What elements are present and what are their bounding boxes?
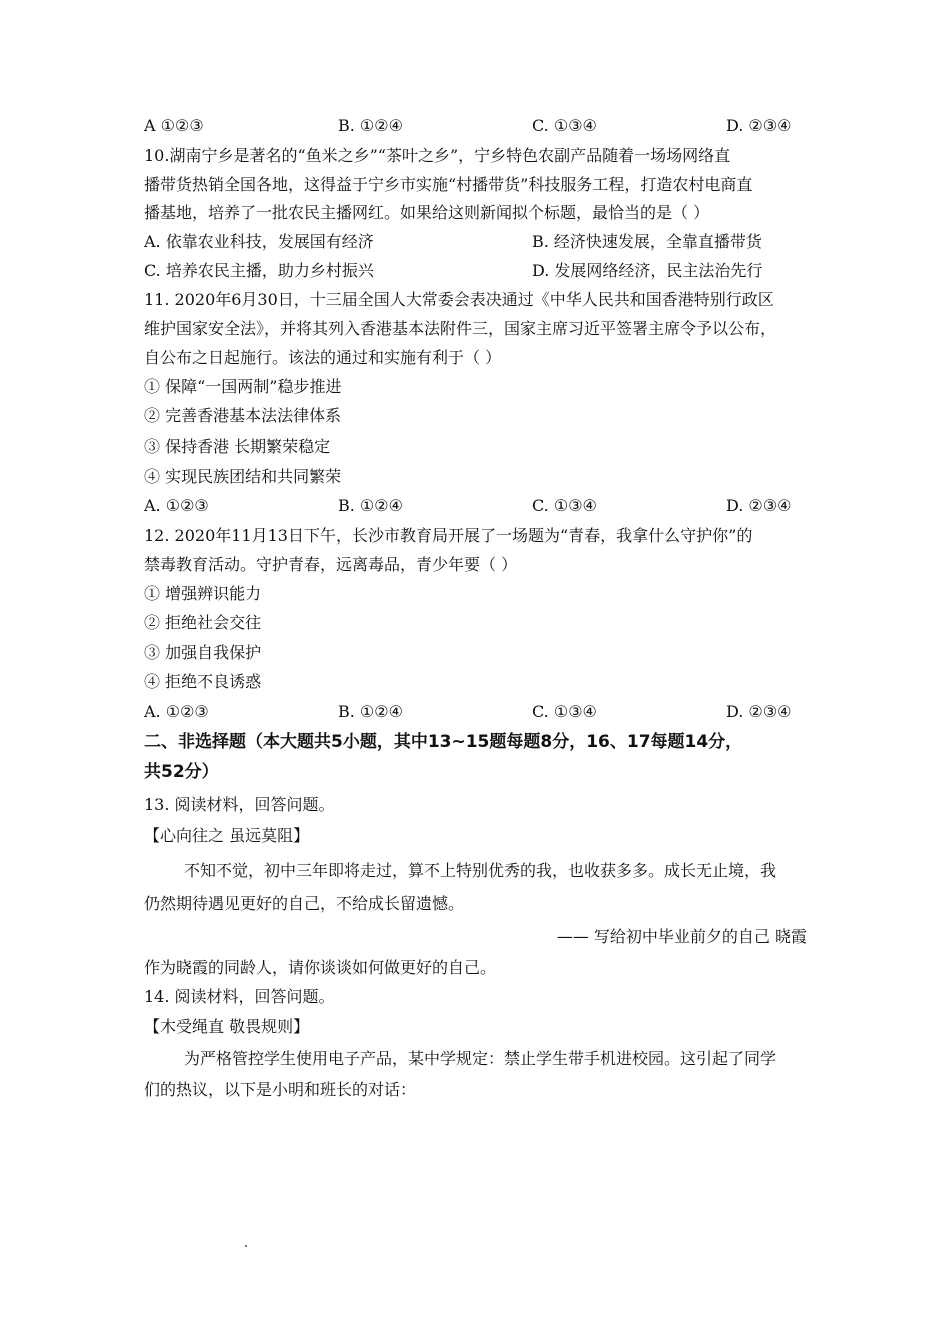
q9-options (0, 116, 950, 136)
q10-option-d: D. 发展网络经济，民主法治先行 (532, 261, 763, 280)
q14-paragraph-line-1: 为严格管控学生使用电子产品，某中学规定：禁止学生带手机进校园。这引起了同学 (184, 1049, 777, 1068)
q11-options (0, 496, 950, 516)
q13-material-tag: 【心向往之 虽远莫阻】 (144, 826, 310, 845)
q12-item-3: ③ 加强自我保护 (144, 643, 262, 662)
q12-option-b: B. ①②④ (338, 702, 403, 721)
q9-option-d: D. ②③④ (726, 116, 792, 135)
q12-option-d: D. ②③④ (726, 702, 792, 721)
section-heading-line-2: 共52分） (144, 762, 219, 782)
q11-item-3: ③ 保持香港 长期繁荣稳定 (144, 437, 331, 456)
q10-stem-line-3: 播基地，培养了一批农民主播网红。如果给这则新闻拟个标题，最恰当的是（ ） (144, 203, 710, 222)
q12-options (0, 702, 950, 722)
q12-item-1: ① 增强辨识能力 (144, 584, 262, 603)
section-heading-line-1: 二、非选择题（本大题共5小题，其中13~15题每题8分，16、17每题14分， (144, 732, 743, 752)
q12-option-c: C. ①③④ (532, 702, 597, 721)
q14-paragraph-line-2: 们的热议，以下是小明和班长的对话： (144, 1080, 417, 1099)
q13-signature: —— 写给初中毕业前夕的自己 晓霞 (556, 927, 807, 946)
q14-title: 14. 阅读材料，回答问题。 (144, 987, 335, 1006)
q10-option-c: C. 培养农民主播，助力乡村振兴 (144, 261, 374, 280)
q9-option-b: B. ①②④ (338, 116, 403, 135)
q9-option-a: A ①②③ (144, 116, 204, 135)
page-dot-mark (245, 1245, 247, 1247)
q11-item-2: ② 完善香港基本法法律体系 (144, 406, 342, 425)
q12-stem-line-1: 12. 2020年11月13日下午，长沙市教育局开展了一场题为“青春，我拿什么守护你”的 (144, 526, 753, 545)
q11-item-1: ① 保障“一国两制”稳步推进 (144, 377, 342, 396)
q10-stem-line-1: 10.湖南宁乡是著名的“鱼米之乡”“茶叶之乡”，宁乡特色农副产品随着一场场网络直 (144, 146, 731, 165)
q10-option-b: B. 经济快速发展，全靠直播带货 (532, 232, 762, 251)
q13-title: 13. 阅读材料，回答问题。 (144, 795, 335, 814)
q11-option-a: A. ①②③ (144, 496, 209, 515)
q10-option-a: A. 依靠农业科技，发展国有经济 (144, 232, 374, 251)
q11-stem-line-3: 自公布之日起施行。该法的通过和实施有利于（ ） (144, 348, 502, 367)
q13-question: 作为晓霞的同龄人，请你谈谈如何做更好的自己。 (144, 958, 497, 977)
q14-material-tag: 【木受绳直 敬畏规则】 (144, 1017, 310, 1036)
q12-item-2: ② 拒绝社会交往 (144, 613, 262, 632)
q12-item-4: ④ 拒绝不良诱惑 (144, 672, 262, 691)
q11-stem-line-1: 11. 2020年6月30日，十三届全国人大常委会表决通过《中华人民共和国香港特别行政区 (144, 290, 774, 309)
q11-option-d: D. ②③④ (726, 496, 792, 515)
q13-paragraph-line-1: 不知不觉，初中三年即将走过，算不上特别优秀的我，也收获多多。成长无止境，我 (184, 861, 777, 880)
q9-option-c: C. ①③④ (532, 116, 597, 135)
q11-stem-line-2: 维护国家安全法》，并将其列入香港基本法附件三，国家主席习近平签署主席令予以公布， (144, 319, 777, 338)
q13-paragraph-line-2: 仍然期待遇见更好的自己，不给成长留遗憾。 (144, 894, 465, 913)
q12-option-a: A. ①②③ (144, 702, 209, 721)
q12-stem-line-2: 禁毒教育活动。守护青春，远离毒品，青少年要（ ） (144, 555, 518, 574)
q11-option-c: C. ①③④ (532, 496, 597, 515)
q10-stem-line-2: 播带货热销全国各地，这得益于宁乡市实施“村播带货”科技服务工程，打造农村电商直 (144, 175, 753, 194)
q11-item-4: ④ 实现民族团结和共同繁荣 (144, 467, 342, 486)
q11-option-b: B. ①②④ (338, 496, 403, 515)
